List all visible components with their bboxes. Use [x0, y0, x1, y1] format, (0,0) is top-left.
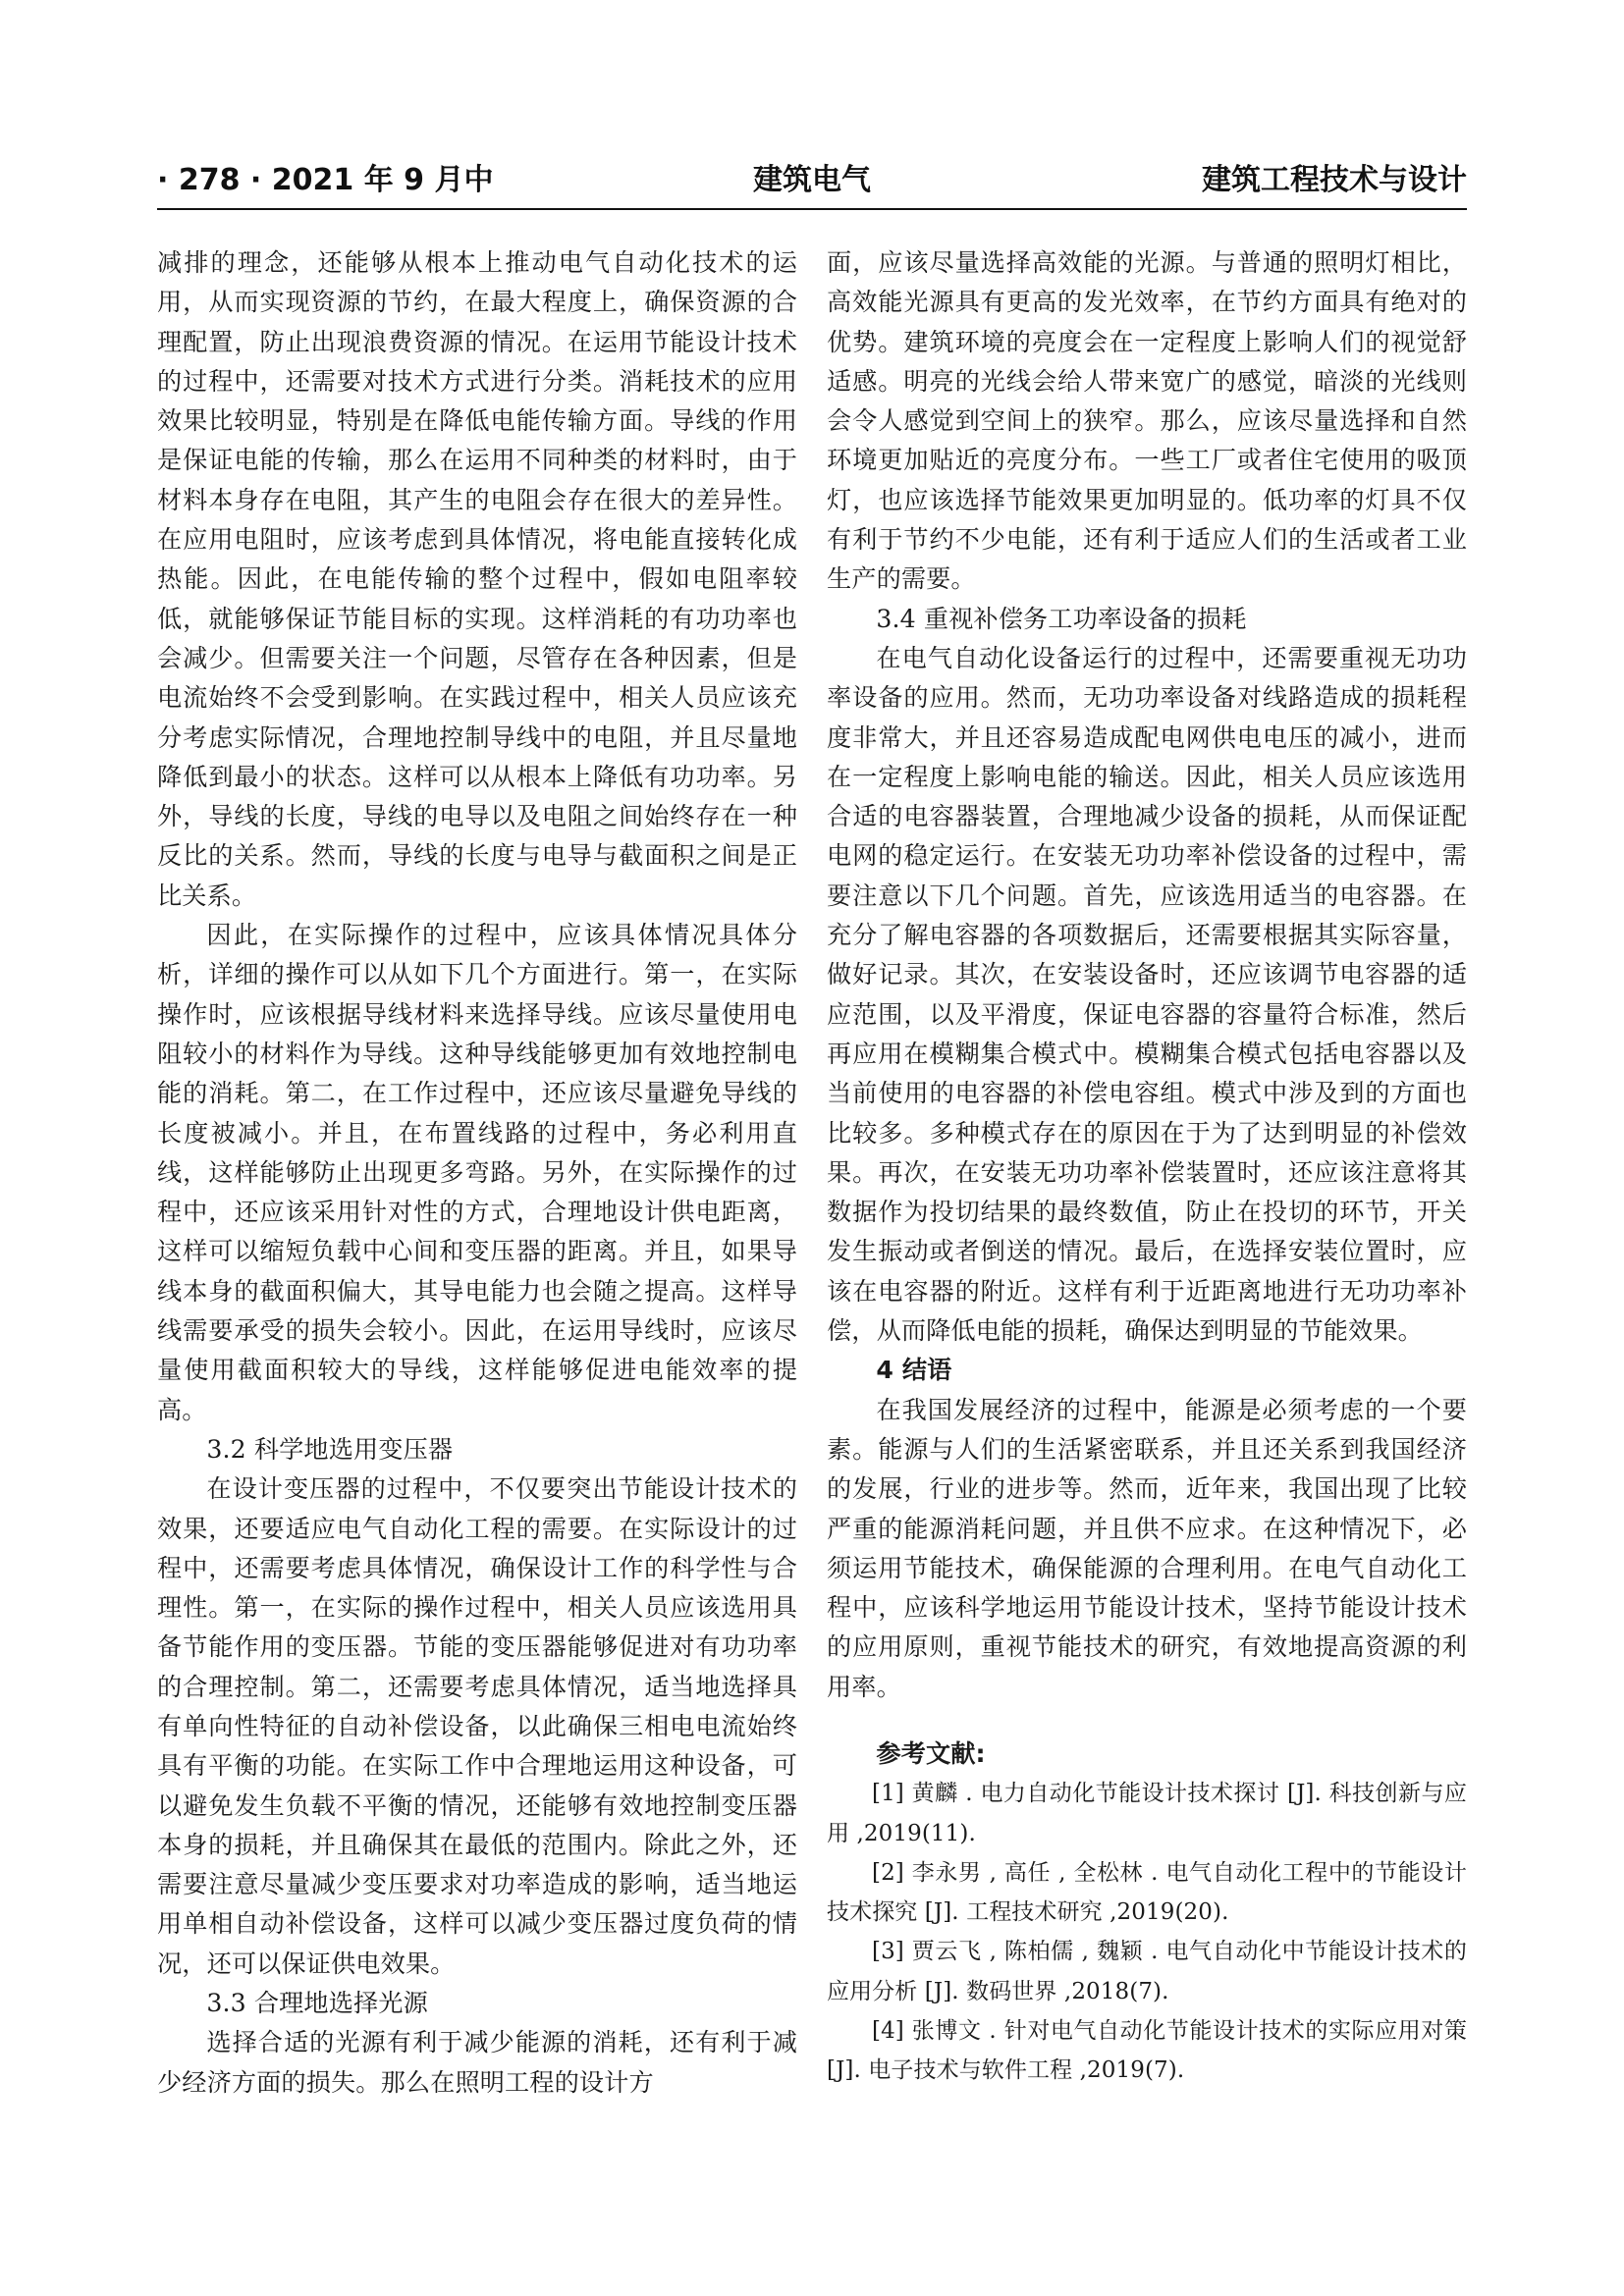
reference-item: [2] 李永男 , 高任 , 全松林 . 电气自动化工程中的节能设计技术探究 [J]. 工程技术研究 ,2019(20). [827, 1859, 1467, 1926]
section-heading-3-3: 3.3 合理地选择光源 [206, 1989, 428, 2018]
paragraph: 面，应该尽量选择高效能的光源。与普通的照明灯相比，高效能光源具有更高的发光效率，在节约方面具有绝对的优势。建筑环境的亮度会在一定程度上影响人们的视觉舒适感。明亮的光线会给人带来宽广的感觉，暗淡的光线则会令人感觉到空间上的狭窄。那么，应该尽量选择和自然环境更加贴近的亮度分布。一些工厂或者住宅使用的吸顶灯，也应该选择节能效果更加明显的。低功率的灯具不仅有利于节约不少电能，还有利于适应人们的生活或者工业生产的需要。 [827, 248, 1467, 594]
section-heading-3-4: 3.4 重视补偿务工功率设备的损耗 [876, 604, 1247, 633]
journal-name: 建筑工程技术与设计 [1202, 163, 1467, 197]
paragraph: 选择合适的光源有利于减少能源的消耗，还有利于减少经济方面的损失。那么在照明工程的设计方 [157, 2028, 797, 2097]
references-title: 参考文献: [876, 1738, 986, 1768]
left-column [157, 243, 797, 2103]
reference-item: [3] 贾云飞 , 陈柏儒 , 魏颖 . 电气自动化中节能设计技术的应用分析 [J]. 数码世界 ,2018(7). [827, 1939, 1467, 2004]
page-number-date: · 278 · 2021 年 9 月中 [157, 163, 494, 197]
paragraph: 在电气自动化设备运行的过程中，还需要重视无功功率设备的应用。然而，无功功率设备对线路造成的损耗程度非常大，并且还容易造成配电网供电电压的减小，进而在一定程度上影响电能的输送。因此，相关人员应该选用合适的电容器装置，合理地减少设备的损耗，从而保证配电网的稳定运行。在安装无功功率补偿设备的过程中，需要注意以下几个问题。首先，应该选用适当的电容器。在充分了解电容器的各项数据后，还需要根据其实际容量，做好记录。其次，在安装设备时，还应该调节电容器的适应范围，以及平滑度，保证电容器的容量符合标准，然后再应用在模糊集合模式中。模糊集合模式包括电容器以及当前使用的电容器的补偿电容组。模式中涉及到的方面也比较多。多种模式存在的原因在于为了达到明显的补偿效果。再次，在安装无功功率补偿装置时，还应该注意将其数据作为投切结果的最终数值，防止在投切的环节，开关发生振动或者倒送的情况。最后，在选择安装位置时，应该在电容器的附近。这样有利于近距离地进行无功功率补偿，从而降低电能的损耗，确保达到明显的节能效果。 [827, 643, 1467, 1346]
paragraph: 因此，在实际操作的过程中，应该具体情况具体分析，详细的操作可以从如下几个方面进行。第一，在实际操作时，应该根据导线材料来选择导线。应该尽量使用电阻较小的材料作为导线。这种导线能够更加有效地控制电能的消耗。第二，在工作过程中，还应该尽量避免导线的长度被减小。并且，在布置线路的过程中，务必利用直线，这样能够防止出现更多弯路。另外，在实际操作的过程中，还应该采用针对性的方式，合理地设计供电距离，这样可以缩短负载中心间和变压器的距离。并且，如果导线本身的截面积偏大，其导电能力也会随之提高。这样导线需要承受的损失会较小。因此，在运用导线时，应该尽量使用截面积较大的导线，这样能够促进电能效率的提高。 [157, 921, 797, 1424]
right-column [827, 243, 1467, 2091]
paragraph: 减排的理念，还能够从根本上推动电气自动化技术的运用，从而实现资源的节约，在最大程度上，确保资源的合理配置，防止出现浪费资源的情况。在运用节能设计技术的过程中，还需要对技术方式进行分类。消耗技术的应用效果比较明显，特别是在降低电能传输方面。导线的作用是保证电能的传输，那么在运用不同种类的材料时，由于材料本身存在电阻，其产生的电阻会存在很大的差异性。在应用电阻时，应该考虑到具体情况，将电能直接转化成热能。因此，在电能传输的整个过程中，假如电阻率较低，就能够保证节能目标的实现。这样消耗的有功功率也会减少。但需要关注一个问题，尽管存在各种因素，但是电流始终不会受到影响。在实践过程中，相关人员应该充分考虑实际情况，合理地控制导线中的电阻，并且尽量地降低到最小的状态。这样可以从根本上降低有功功率。另外，导线的长度，导线的电导以及电阻之间始终存在一种反比的关系。然而，导线的长度与电导与截面积之间是正比关系。 [157, 248, 797, 910]
reference-item: [4] 张博文 . 针对电气自动化节能设计技术的实际应用对策 [J]. 电子技术与软件工程 ,2019(7). [827, 2018, 1467, 2084]
journal-section: 建筑电气 [753, 163, 871, 197]
header-rule [157, 208, 1467, 210]
reference-item: [1] 黄麟 . 电力自动化节能设计技术探讨 [J]. 科技创新与应用 ,2019(11). [827, 1781, 1467, 1846]
section-heading-3-2: 3.2 科学地选用变压器 [206, 1434, 454, 1464]
paragraph: 在我国发展经济的过程中，能源是必须考虑的一个要素。能源与人们的生活紧密联系，并且还关系到我国经济的发展，行业的进步等。然而，近年来，我国出现了比较严重的能源消耗问题，并且供不应求。在这种情况下，必须运用节能技术，确保能源的合理利用。在电气自动化工程中，应该科学地运用节能设计技术，坚持节能设计技术的应用原则，重视节能技术的研究，有效地提高资源的利用率。 [827, 1395, 1467, 1701]
paragraph: 在设计变压器的过程中，不仅要突出节能设计技术的效果，还要适应电气自动化工程的需要。在实际设计的过程中，还需要考虑具体情况，确保设计工作的科学性与合理性。第一，在实际的操作过程中，相关人员应该选用具备节能作用的变压器。节能的变压器能够促进对有功功率的合理控制。第二，还需要考虑具体情况，适当地选择具有单向性特征的自动补偿设备，以此确保三相电电流始终具有平衡的功能。在实际工作中合理地运用这种设备，可以避免发生负载不平衡的情况，还能够有效地控制变压器本身的损耗，并且确保其在最低的范围内。除此之外，还需要注意尽量减少变压要求对功率造成的影响，适当地运用单相自动补偿设备，这样可以减少变压器过度负荷的情况，还可以保证供电效果。 [157, 1474, 797, 1978]
page-header [157, 155, 1467, 202]
section-heading-4: 4 结语 [876, 1356, 952, 1385]
